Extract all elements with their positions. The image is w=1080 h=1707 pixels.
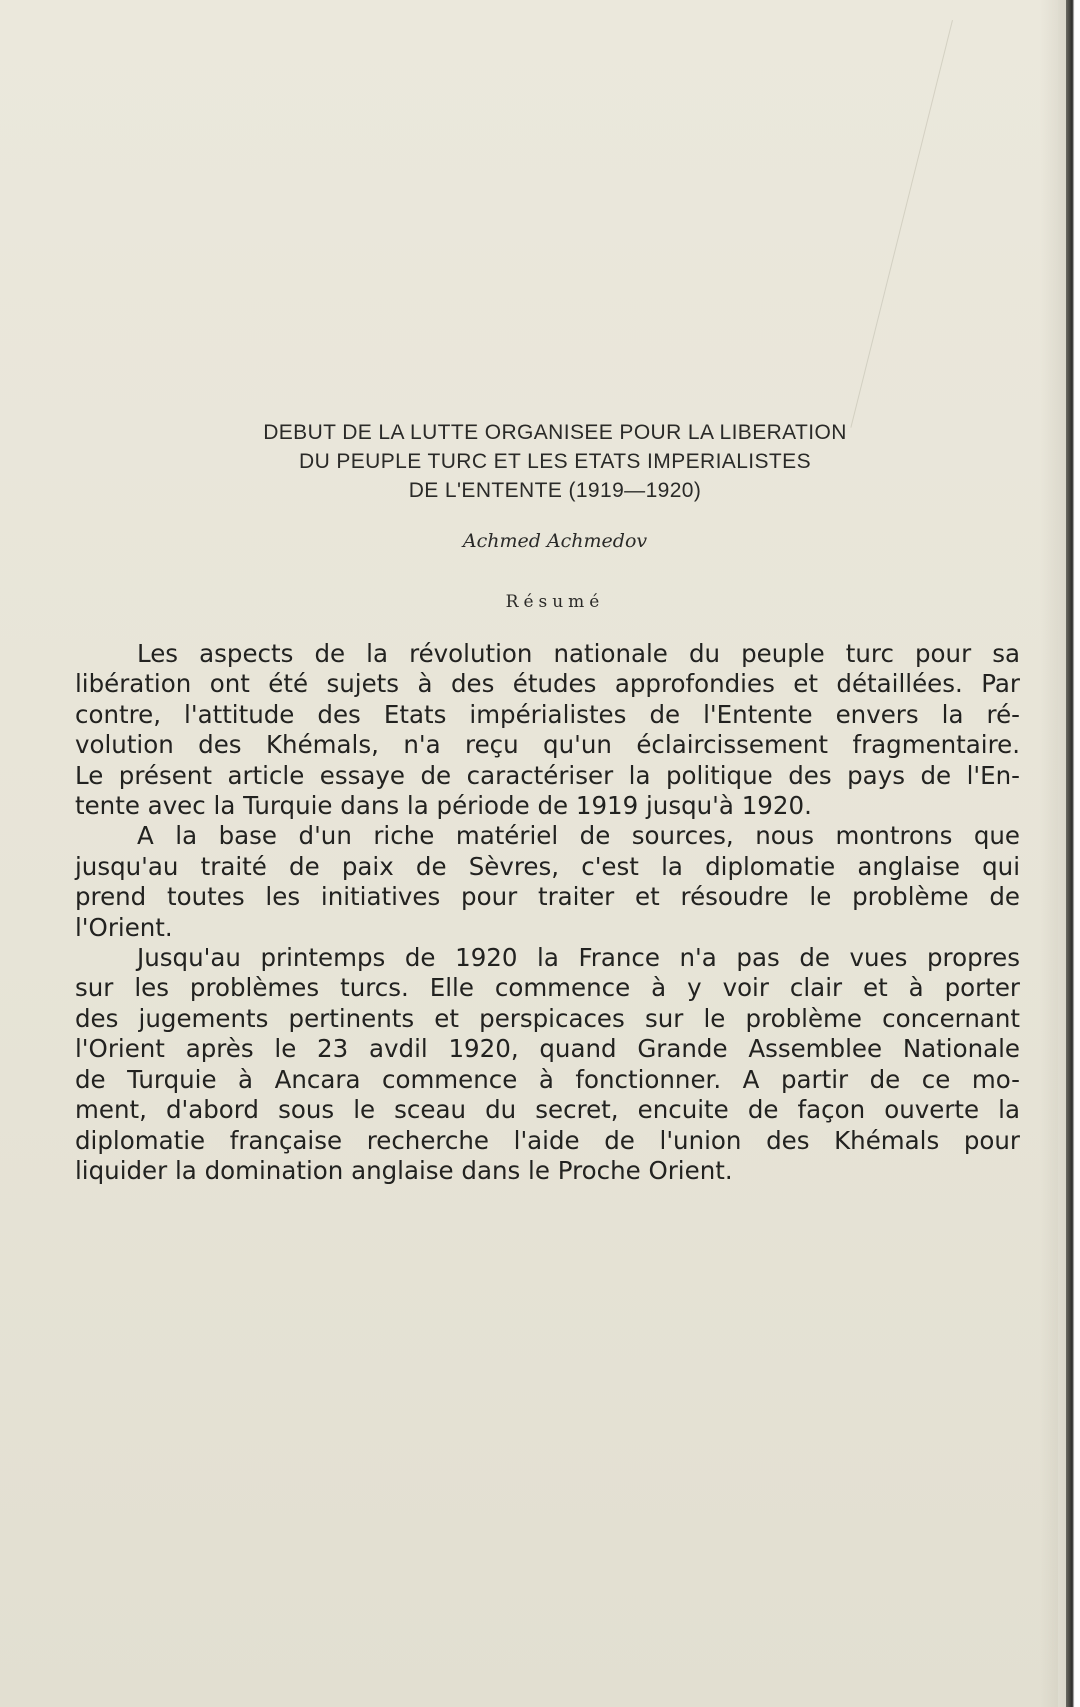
text-line: contre, l'attitude des Etats impérialistes de l'Entente envers la ré- xyxy=(75,699,1020,729)
text-line: sur les problèmes turcs. Elle commence à y voir clair et à porter xyxy=(75,973,1020,1003)
page-edge-shadow xyxy=(1040,0,1066,1707)
text-line: liquider la domination anglaise dans le Proche Orient. xyxy=(75,1155,733,1185)
text-line: de Turquie à Ancara commence à fonctionner. A partir de ce mo- xyxy=(75,1064,1020,1094)
text-line: des jugements pertinents et perspicaces sur le problème concernant xyxy=(75,1003,1020,1033)
text-line: Jusqu'au printemps de 1920 la France n'a pas de vues propres xyxy=(137,943,1020,973)
scan-binding-edge xyxy=(1066,0,1080,1707)
text-line: volution des Khémals, n'a reçu qu'un éclaircissement fragmentaire. xyxy=(75,730,1020,760)
title-line-1: DEBUT DE LA LUTTE ORGANISEE POUR LA LIBERATION xyxy=(263,421,847,444)
title-line-2: DU PEUPLE TURC ET LES ETATS IMPERIALISTES xyxy=(299,450,811,473)
text-line: A la base d'un riche matériel de sources, nous montrons que xyxy=(137,821,1020,851)
text-line: tente avec la Turquie dans la période de 1919 jusqu'à 1920. xyxy=(75,791,812,821)
text-line: ment, d'abord sous le sceau du secret, encuite de façon ouverte la xyxy=(75,1095,1020,1125)
text-line: diplomatie française recherche l'aide de l'union des Khémals pour xyxy=(75,1125,1020,1155)
text-line: jusqu'au traité de paix de Sèvres, c'est la diplomatie anglaise qui xyxy=(75,851,1020,881)
text-line: prend toutes les initiatives pour traiter et résoudre le problème de xyxy=(75,882,1020,912)
text-line: Le présent article essaye de caractériser la politique des pays de l'En- xyxy=(75,760,1020,790)
title-line-3: DE L'ENTENTE (1919—1920) xyxy=(408,479,702,502)
abstract-body xyxy=(75,639,1020,1186)
text-line: l'Orient après le 23 avdil 1920, quand Grande Assemblee Nationale xyxy=(75,1034,1020,1064)
article-title xyxy=(120,418,990,505)
author-name: Achmed Achmedov xyxy=(462,530,648,552)
section-title: Résumé xyxy=(505,592,605,612)
text-line: l'Orient. xyxy=(75,912,173,942)
text-line: libération ont été sujets à des études approfondies et détaillées. Par xyxy=(75,669,1020,699)
paper-fold-mark xyxy=(850,20,953,428)
text-line: Les aspects de la révolution nationale du peuple turc pour sa xyxy=(137,639,1020,668)
